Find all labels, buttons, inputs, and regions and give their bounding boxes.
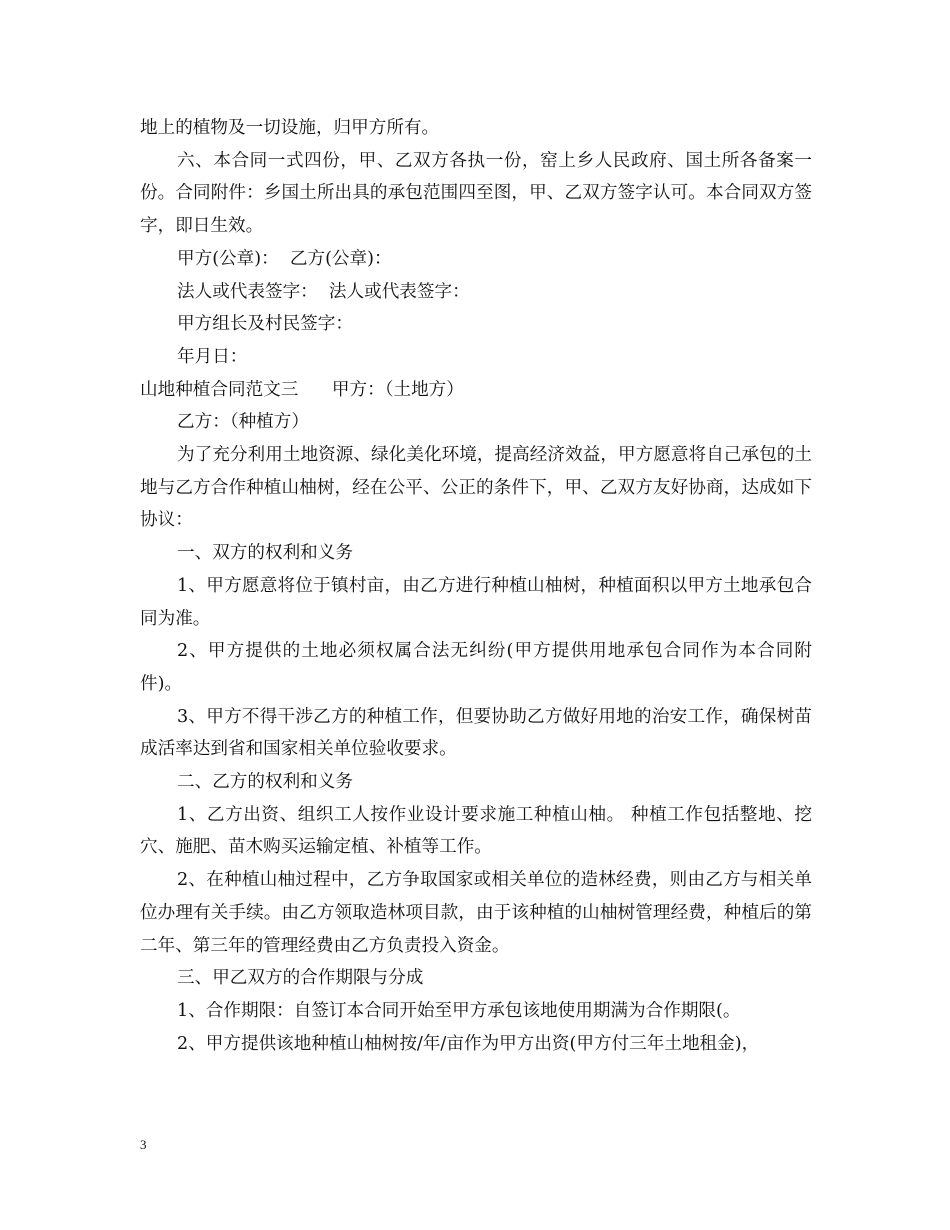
clause-item: 1、甲方愿意将位于镇村亩，由乙方进行种植山柚树，种植面积以甲方土地承包合同为准。 [140, 575, 812, 629]
party-b-line: 乙方：（种植方） [177, 412, 309, 433]
page-number: 3 [140, 1137, 147, 1152]
document-body [140, 112, 812, 1060]
paragraph: 地上的植物及一切设施，归甲方所有。 [140, 118, 440, 138]
clause-item: 1、合作期限：自签订本合同开始至甲方承包该地使用期满为合作期限(。 [177, 1000, 741, 1021]
date-line: 年月日： [177, 346, 248, 367]
clause-heading: 二、乙方的权利和义务 [177, 772, 353, 793]
signature-line-representative: 法人或代表签字： 法人或代表签字： [177, 281, 470, 302]
paragraph: 为了充分利用土地资源、绿化美化环境，提高经济效益，甲方愿意将自己承包的土地与乙方合作种植山柚树，经在公平、公正的条件下，甲、乙双方友好协商，达成如下协议： [140, 445, 812, 531]
clause-item: 2、甲方提供的土地必须权属合法无纠纷(甲方提供用地承包合同作为本合同附件)。 [140, 641, 812, 694]
paragraph: 六、本合同一式四份，甲、乙双方各执一份，窑上乡人民政府、国土所各备案一份。合同附件：乡国土所出具的承包范围四至图，甲、乙双方签字认可。本合同双方签字，即日生效。 [140, 150, 812, 237]
signature-line-villagers: 甲方组长及村民签字： [177, 314, 353, 335]
clause-heading: 一、双方的权利和义务 [177, 543, 353, 564]
clause-heading: 三、甲乙双方的合作期限与分成 [177, 968, 424, 989]
clause-item: 2、甲方提供该地种植山柚树按/年/亩作为甲方出资(甲方付三年土地租金)， [177, 1033, 760, 1054]
clause-item: 3、甲方不得干涉乙方的种植工作，但要协助乙方做好用地的治安工作，确保树苗成活率达到省和国家相关单位验收要求。 [140, 706, 812, 760]
section-title: 山地种植合同范文三 甲方：（土地方） [140, 379, 464, 400]
clause-item: 2、在种植山柚过程中，乙方争取国家或相关单位的造林经费，则由乙方与相关单位办理有关手续。由乙方领取造林项目款，由于该种植的山柚树管理经费，种植后的第二年、第三年的管理经费由乙方负责投入资金。 [140, 870, 812, 956]
signature-line-seal: 甲方(公章)： 乙方(公章)： [177, 248, 392, 269]
clause-item: 1、乙方出资、组织工人按作业设计要求施工种植山柚。 种植工作包括整地、挖穴、施肥、苗木购买运输定植、补植等工作。 [140, 804, 812, 858]
